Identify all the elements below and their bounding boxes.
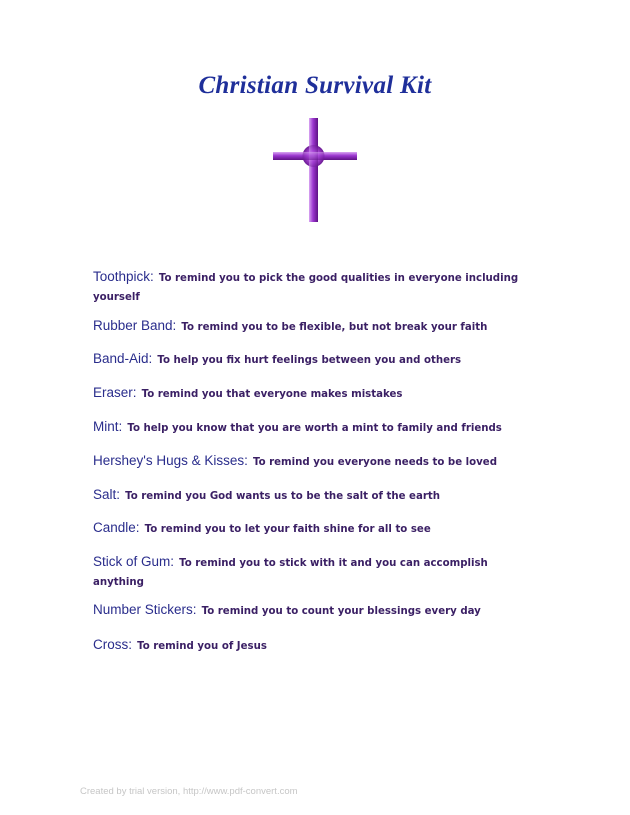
item-term: Hershey's Hugs & Kisses:: [93, 453, 248, 468]
list-item: [93, 317, 533, 336]
item-description: To remind you to be flexible, but not break your faith: [181, 322, 488, 333]
page-title: Christian Survival Kit: [198, 72, 432, 99]
item-description: To remind you of Jesus: [137, 641, 267, 652]
item-description: To remind you to count your blessings every day: [201, 606, 481, 617]
item-term: Rubber Band:: [93, 318, 177, 333]
item-description: To help you fix hurt feelings between you and others: [157, 355, 462, 366]
item-term: Salt:: [93, 487, 121, 502]
list-item: [93, 418, 533, 437]
list-item: [93, 268, 533, 306]
trial-footer: Created by trial version, http://www.pdf-convert.com: [80, 786, 298, 797]
item-description: To help you know that you are worth a mint to family and friends: [127, 423, 502, 434]
list-item: [93, 452, 533, 471]
item-term: Band-Aid:: [93, 351, 153, 366]
cross-icon: [270, 114, 360, 226]
item-term: Cross:: [93, 637, 133, 652]
list-item: [93, 601, 533, 620]
item-description: To remind you that everyone makes mistakes: [141, 389, 403, 400]
item-description: To remind you to stick with it and you can accomplish anything: [93, 558, 488, 588]
item-term: Stick of Gum:: [93, 554, 175, 569]
list-item: [93, 636, 533, 655]
item-description: To remind you God wants us to be the salt of the earth: [125, 491, 440, 502]
item-term: Mint:: [93, 419, 123, 434]
item-description: To remind you to let your faith shine for all to see: [144, 524, 431, 535]
item-description: To remind you to pick the good qualities in everyone including yourself: [93, 273, 519, 303]
item-description: To remind you everyone needs to be loved: [252, 457, 498, 468]
item-term: Candle:: [93, 520, 140, 535]
list-item: [93, 519, 533, 538]
list-item: [93, 553, 533, 591]
list-item: [93, 350, 533, 369]
item-term: Number Stickers:: [93, 602, 197, 617]
item-term: Toothpick:: [93, 269, 154, 284]
list-item: [93, 486, 533, 505]
item-term: Eraser:: [93, 385, 137, 400]
list-item: [93, 384, 533, 403]
